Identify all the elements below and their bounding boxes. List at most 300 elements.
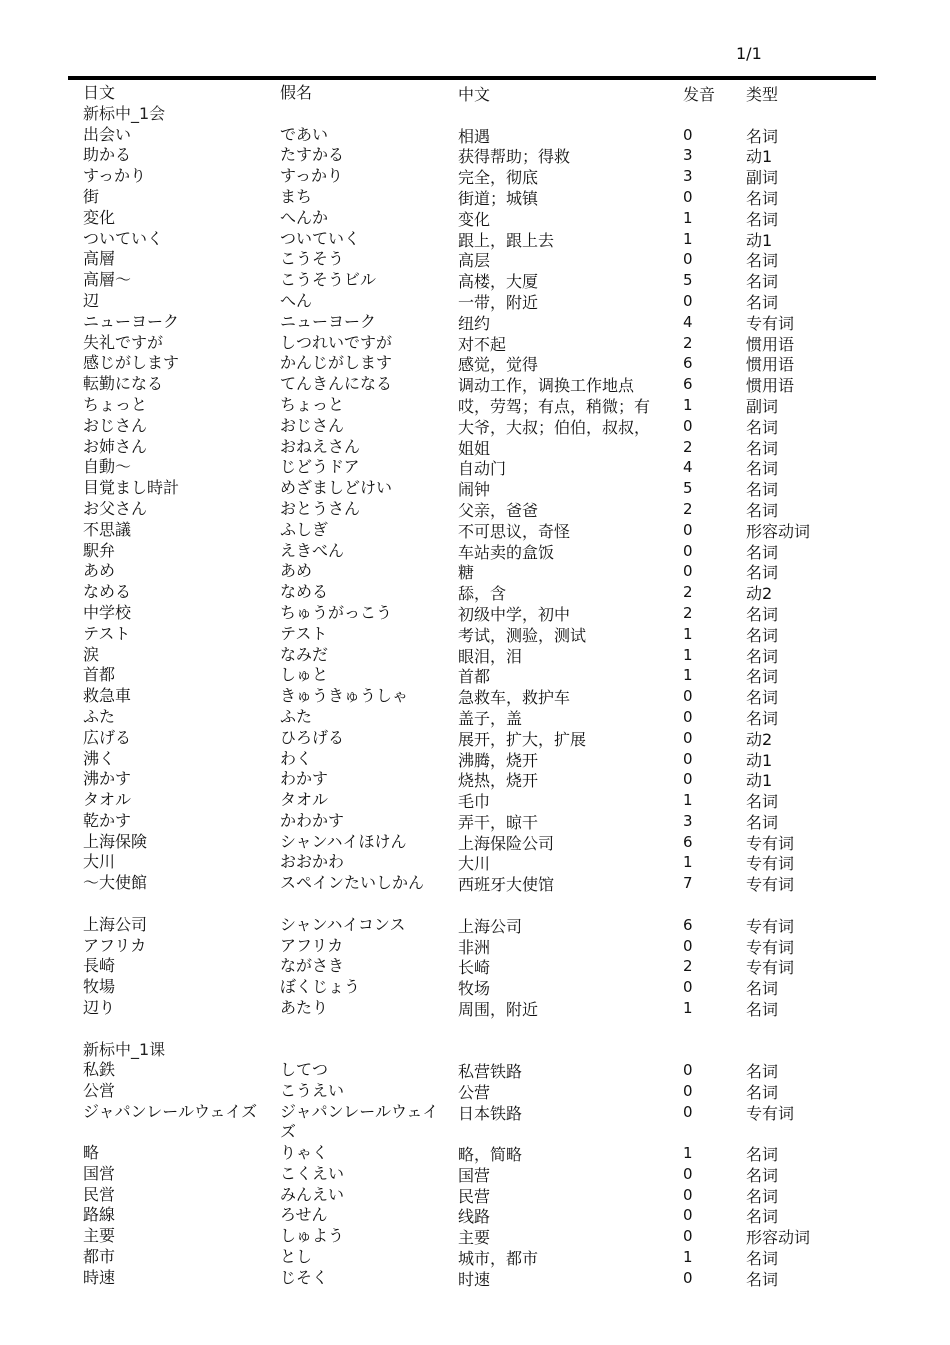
kana-cell: まち [280, 186, 313, 206]
japanese-cell: 助かる [83, 145, 132, 165]
header-chinese: 中文 [458, 85, 491, 104]
table-row [83, 1164, 873, 1185]
chinese-cell: 调动工作，调换工作地点 [458, 376, 635, 396]
chinese-cell: 感觉，觉得 [458, 355, 539, 375]
table-row [83, 728, 873, 749]
tone-cell: 2 [683, 499, 693, 518]
kana-cell: ちゅうがっこう [280, 602, 393, 622]
header-type: 类型 [746, 85, 779, 104]
type-cell: 名词 [746, 563, 779, 583]
chinese-cell: 线路 [458, 1207, 491, 1227]
chinese-cell: 相遇 [458, 126, 491, 146]
type-cell: 名词 [746, 500, 779, 520]
tone-cell: 0 [683, 1227, 693, 1246]
type-cell: 动1 [746, 230, 773, 250]
tone-cell: 1 [683, 395, 693, 414]
kana-cell: おねえさん [280, 436, 361, 456]
chinese-cell: 街道；城镇 [458, 188, 539, 208]
tone-cell: 2 [683, 603, 693, 622]
chinese-cell: 大爷，大叔；伯伯，叔叔， [458, 417, 651, 437]
tone-cell: 6 [683, 375, 693, 394]
chinese-cell: 闹钟 [458, 480, 491, 500]
chinese-cell: 哎，劳驾；有点，稍微；有 [458, 396, 651, 416]
chinese-cell: 舔，含 [458, 584, 507, 604]
tone-cell: 0 [683, 936, 693, 955]
table-row [83, 520, 873, 541]
chinese-cell: 父亲，爸爸 [458, 500, 539, 520]
type-cell: 专有词 [746, 875, 795, 895]
chinese-cell: 国营 [458, 1165, 491, 1185]
table-row [83, 437, 873, 458]
type-cell: 惯用语 [746, 355, 795, 375]
japanese-cell: 辺り [83, 998, 116, 1018]
kana-cell: しゅと [280, 665, 329, 685]
tone-cell: 0 [683, 1061, 693, 1080]
tone-cell: 1 [683, 208, 693, 227]
chinese-cell: 弄干，晾干 [458, 812, 539, 832]
tone-cell: 0 [683, 707, 693, 726]
kana-cell: じそく [280, 1267, 329, 1287]
table-row [83, 249, 873, 270]
table-row [83, 956, 873, 977]
japanese-cell: ニューヨーク [83, 311, 180, 331]
table-row [83, 312, 873, 333]
japanese-cell: ついていく [83, 228, 164, 248]
table-row [83, 229, 873, 250]
section-title: 新标中_1会 [83, 103, 166, 123]
table-row [83, 1185, 873, 1206]
tone-cell: 0 [683, 250, 693, 269]
chinese-cell: 上海公司 [458, 916, 523, 936]
chinese-cell: 糖 [458, 563, 475, 583]
japanese-cell: 不思議 [83, 519, 132, 539]
page-number: 1/1 [736, 44, 762, 63]
kana-cell: タオル [280, 790, 329, 810]
kana-cell: こうそうビル [280, 270, 377, 290]
tone-cell: 3 [683, 811, 693, 830]
table-row [83, 395, 873, 416]
table-row [83, 416, 873, 437]
type-cell: 名词 [746, 209, 779, 229]
chinese-cell: 高层 [458, 251, 491, 271]
japanese-cell: 国営 [83, 1163, 116, 1183]
chinese-cell: 烧热，烧开 [458, 771, 539, 791]
japanese-cell: 民営 [83, 1184, 116, 1204]
tone-cell: 4 [683, 458, 693, 477]
kana-cell: すっかり [280, 166, 344, 186]
tone-cell: 1 [683, 624, 693, 643]
kana-cell: ニューヨーク [280, 311, 377, 331]
japanese-cell: 高層～ [83, 270, 132, 290]
type-cell: 名词 [746, 542, 779, 562]
japanese-cell: あめ [83, 561, 116, 581]
tone-cell: 0 [683, 1082, 693, 1101]
tone-cell: 0 [683, 687, 693, 706]
table-row [83, 374, 873, 395]
kana-cell: きゅうきゅうしゃ [280, 686, 409, 706]
kana-cell: アフリカ [280, 935, 344, 955]
japanese-cell: 自動～ [83, 457, 132, 477]
kana-cell: であい [280, 124, 329, 144]
kana-cell: ろせん [280, 1205, 328, 1225]
chinese-cell: 非洲 [458, 937, 491, 957]
type-cell: 专有词 [746, 958, 795, 978]
kana-cell: じどうドア [280, 457, 360, 477]
chinese-cell: 时速 [458, 1269, 491, 1289]
header-tone: 发音 [683, 85, 716, 104]
tone-cell: 1 [683, 791, 693, 810]
type-cell: 名词 [746, 812, 779, 832]
chinese-cell: 大川 [458, 854, 491, 874]
type-cell: 名词 [746, 979, 779, 999]
type-cell: 专有词 [746, 854, 795, 874]
tone-cell: 1 [683, 1144, 693, 1163]
tone-cell: 0 [683, 728, 693, 747]
japanese-cell: 長崎 [83, 956, 116, 976]
table-row [83, 187, 873, 208]
header-japanese: 日文 [83, 83, 116, 102]
tone-cell: 2 [683, 437, 693, 456]
chinese-cell: 姐姐 [458, 438, 491, 458]
kana-cell: ふしぎ [280, 519, 329, 539]
kana-cell: たすかる [280, 145, 345, 165]
chinese-cell: 长崎 [458, 958, 491, 978]
type-cell: 专有词 [746, 313, 795, 333]
tone-cell: 1 [683, 999, 693, 1018]
chinese-cell: 跟上，跟上去 [458, 230, 555, 250]
japanese-cell: 公営 [83, 1081, 116, 1101]
table-row [83, 873, 873, 894]
table-row [83, 665, 873, 686]
japanese-cell: なめる [83, 582, 132, 602]
section-title: 新标中_1课 [83, 1039, 166, 1059]
section-title-row [83, 104, 873, 125]
tone-cell: 0 [683, 978, 693, 997]
kana-cell: あたり [280, 998, 329, 1018]
kana-cell: おじさん [280, 415, 345, 435]
table-row [83, 1247, 873, 1268]
japanese-cell: おじさん [83, 415, 148, 435]
japanese-cell: ふた [83, 706, 116, 726]
japanese-cell: 沸く [83, 748, 116, 768]
tone-cell: 0 [683, 1268, 693, 1287]
type-cell: 惯用语 [746, 376, 795, 396]
type-cell: 名词 [746, 625, 779, 645]
japanese-cell: 失礼ですが [83, 332, 164, 352]
tone-cell: 5 [683, 271, 693, 290]
japanese-cell: 涙 [83, 644, 100, 664]
japanese-cell: 略 [83, 1143, 100, 1163]
chinese-cell: 高楼，大厦 [458, 272, 539, 292]
chinese-cell: 获得帮助；得救 [458, 147, 571, 167]
type-cell: 名词 [746, 646, 779, 666]
type-cell: 名词 [746, 1269, 779, 1289]
table-row [83, 832, 873, 853]
table-row [83, 541, 873, 562]
tone-cell: 0 [683, 520, 693, 539]
japanese-cell: 時速 [83, 1267, 116, 1287]
type-cell: 名词 [746, 480, 779, 500]
japanese-cell: お父さん [83, 498, 148, 518]
tone-cell: 2 [683, 957, 693, 976]
tone-cell: 6 [683, 832, 693, 851]
type-cell: 名词 [746, 1186, 779, 1206]
tone-cell: 6 [683, 915, 693, 934]
type-cell: 名词 [746, 1145, 779, 1165]
type-cell: 名词 [746, 188, 779, 208]
chinese-cell: 周围，附近 [458, 1000, 539, 1020]
chinese-cell: 车站卖的盒饭 [458, 542, 555, 562]
kana-cell: ながさき [280, 956, 345, 976]
table-row [83, 707, 873, 728]
kana-cell: ぼくじょう [280, 977, 361, 997]
table-row [83, 1060, 873, 1081]
japanese-cell: 中学校 [83, 602, 132, 622]
table-row [83, 749, 873, 770]
chinese-cell: 主要 [458, 1228, 491, 1248]
chinese-cell: 民营 [458, 1186, 491, 1206]
chinese-cell: 完全，彻底 [458, 168, 539, 188]
chinese-cell: 对不起 [458, 334, 507, 354]
japanese-cell: 変化 [83, 207, 116, 227]
tone-cell: 5 [683, 479, 693, 498]
kana-cell: シャンハイほけん [280, 831, 407, 851]
table-row [83, 915, 873, 936]
table-row [83, 353, 873, 374]
tone-cell: 1 [683, 229, 693, 248]
tone-cell: 0 [683, 1164, 693, 1183]
table-body [83, 104, 873, 1289]
type-cell: 名词 [746, 459, 779, 479]
japanese-cell: 都市 [83, 1247, 116, 1267]
table-row [83, 478, 873, 499]
chinese-cell: 公营 [458, 1083, 491, 1103]
chinese-cell: 沸腾，烧开 [458, 750, 539, 770]
kana-cell: ちょっと [280, 394, 345, 414]
type-cell: 专有词 [746, 1104, 795, 1124]
chinese-cell: 展开，扩大，扩展 [458, 729, 587, 749]
japanese-cell: 高層 [83, 249, 116, 269]
kana-cell: こうそう [280, 249, 345, 269]
chinese-cell: 盖子，盖 [458, 708, 523, 728]
kana-cell: テスト [280, 623, 328, 643]
type-cell: 名词 [746, 292, 779, 312]
tone-cell: 3 [683, 167, 693, 186]
japanese-cell: 辺 [83, 290, 100, 310]
tone-cell: 0 [683, 562, 693, 581]
table-row [83, 1102, 873, 1143]
type-cell: 动1 [746, 750, 773, 770]
table-row [83, 457, 873, 478]
japanese-cell: 私鉄 [83, 1060, 116, 1080]
kana-cell: とし [280, 1247, 313, 1267]
type-cell: 专有词 [746, 916, 795, 936]
table-row [83, 166, 873, 187]
chinese-cell: 毛巾 [458, 792, 491, 812]
kana-cell: みんえい [280, 1184, 345, 1204]
japanese-cell: ジャパンレールウェイズ [83, 1102, 258, 1122]
japanese-cell: すっかり [83, 166, 147, 186]
tone-cell: 1 [683, 1248, 693, 1267]
table-row [83, 291, 873, 312]
header-kana: 假名 [280, 83, 313, 102]
kana-cell: しつれいですが [280, 332, 393, 352]
table-row [83, 624, 873, 645]
chinese-cell: 城市，都市 [458, 1249, 539, 1269]
table-row [83, 561, 873, 582]
type-cell: 惯用语 [746, 334, 795, 354]
tone-cell: 0 [683, 749, 693, 768]
chinese-cell: 略，简略 [458, 1145, 523, 1165]
tone-cell: 0 [683, 125, 693, 144]
chinese-cell: 急救车，救护车 [458, 688, 571, 708]
type-cell: 形容动词 [746, 521, 811, 541]
vocabulary-table [83, 83, 873, 1289]
table-row [83, 645, 873, 666]
type-cell: 名词 [746, 708, 779, 728]
japanese-cell: 広げる [83, 727, 132, 747]
japanese-cell: テスト [83, 623, 131, 643]
japanese-cell: 目覚まし時計 [83, 478, 180, 498]
type-cell: 动1 [746, 147, 773, 167]
table-row [83, 1081, 873, 1102]
kana-cell: こくえい [280, 1163, 345, 1183]
kana-cell: なみだ [280, 644, 329, 664]
kana-cell: しゅよう [280, 1226, 345, 1246]
kana-cell: ふた [280, 706, 313, 726]
type-cell: 名词 [746, 417, 779, 437]
kana-cell: わかす [280, 769, 329, 789]
kana-cell: おとうさん [280, 498, 361, 518]
tone-cell: 7 [683, 874, 693, 893]
header-rule [68, 76, 876, 80]
kana-cell: へん [280, 290, 313, 310]
type-cell: 形容动词 [746, 1228, 811, 1248]
chinese-cell: 考试，测验，测试 [458, 625, 587, 645]
japanese-cell: 沸かす [83, 769, 132, 789]
japanese-cell: アフリカ [83, 935, 147, 955]
japanese-cell: 感じがします [83, 353, 180, 373]
tone-cell: 0 [683, 770, 693, 789]
tone-cell: 0 [683, 291, 693, 310]
chinese-cell: 日本铁路 [458, 1104, 523, 1124]
japanese-cell: 街 [83, 186, 100, 206]
japanese-cell: 牧場 [83, 977, 116, 997]
kana-cell: シャンハイコンス [280, 914, 406, 934]
tone-cell: 4 [683, 312, 693, 331]
tone-cell: 1 [683, 853, 693, 872]
kana-cell: わく [280, 748, 313, 768]
tone-cell: 6 [683, 354, 693, 373]
table-row [83, 769, 873, 790]
type-cell: 专有词 [746, 937, 795, 957]
japanese-cell: 転勤になる [83, 374, 164, 394]
japanese-cell: 出会い [83, 124, 132, 144]
kana-cell: かわかす [280, 810, 345, 830]
kana-cell: へんか [280, 207, 329, 227]
type-cell: 名词 [746, 1062, 779, 1082]
kana-cell: おおかわ [280, 852, 345, 872]
tone-cell: 0 [683, 187, 693, 206]
japanese-cell: 乾かす [83, 810, 132, 830]
kana-cell: なめる [280, 582, 329, 602]
spacer-row [83, 1019, 873, 1040]
chinese-cell: 自动门 [458, 459, 507, 479]
tone-cell: 0 [683, 416, 693, 435]
tone-cell: 1 [683, 645, 693, 664]
type-cell: 动1 [746, 771, 773, 791]
table-row [83, 1226, 873, 1247]
type-cell: 动2 [746, 729, 773, 749]
kana-cell: ついていく [280, 228, 361, 248]
type-cell: 名词 [746, 251, 779, 271]
kana-cell: りゃく [280, 1143, 329, 1163]
table-header [83, 83, 873, 104]
chinese-cell: 上海保险公司 [458, 833, 555, 853]
type-cell: 名词 [746, 792, 779, 812]
type-cell: 名词 [746, 1000, 779, 1020]
table-row [83, 499, 873, 520]
table-row [83, 998, 873, 1019]
japanese-cell: 救急車 [83, 686, 132, 706]
kana-cell: こうえい [280, 1081, 345, 1101]
table-row [83, 1268, 873, 1289]
chinese-cell: 不可思议，奇怪 [458, 521, 571, 541]
type-cell: 名词 [746, 1207, 779, 1227]
tone-cell: 3 [683, 146, 693, 165]
table-row [83, 1143, 873, 1164]
kana-cell: ひろげる [280, 727, 345, 747]
type-cell: 副词 [746, 396, 779, 416]
table-row [83, 208, 873, 229]
kana-cell: てんきんになる [280, 374, 393, 394]
table-row [83, 790, 873, 811]
japanese-cell: 駅弁 [83, 540, 116, 560]
tone-cell: 1 [683, 666, 693, 685]
table-row [83, 333, 873, 354]
japanese-cell: 大川 [83, 852, 116, 872]
table-row [83, 936, 873, 957]
table-row [83, 852, 873, 873]
tone-cell: 0 [683, 1206, 693, 1225]
type-cell: 名词 [746, 1165, 779, 1185]
type-cell: 名词 [746, 1249, 779, 1269]
type-cell: 名词 [746, 688, 779, 708]
kana-cell: かんじがします [280, 353, 393, 373]
tone-cell: 0 [683, 1103, 693, 1122]
type-cell: 名词 [746, 126, 779, 146]
table-row [83, 1205, 873, 1226]
type-cell: 专有词 [746, 833, 795, 853]
type-cell: 名词 [746, 438, 779, 458]
japanese-cell: 主要 [83, 1226, 116, 1246]
chinese-cell: 变化 [458, 209, 491, 229]
tone-cell: 0 [683, 1185, 693, 1204]
table-row [83, 582, 873, 603]
type-cell: 动2 [746, 584, 773, 604]
kana-cell: ジャパンレールウェイズ [280, 1102, 439, 1142]
type-cell: 名词 [746, 604, 779, 624]
japanese-cell: 首都 [83, 665, 116, 685]
type-cell: 副词 [746, 168, 779, 188]
tone-cell: 2 [683, 333, 693, 352]
chinese-cell: 首都 [458, 667, 491, 687]
kana-cell: あめ [280, 561, 313, 581]
chinese-cell: 纽约 [458, 313, 491, 333]
tone-cell: 2 [683, 583, 693, 602]
type-cell: 名词 [746, 667, 779, 687]
japanese-cell: 上海保険 [83, 831, 148, 851]
